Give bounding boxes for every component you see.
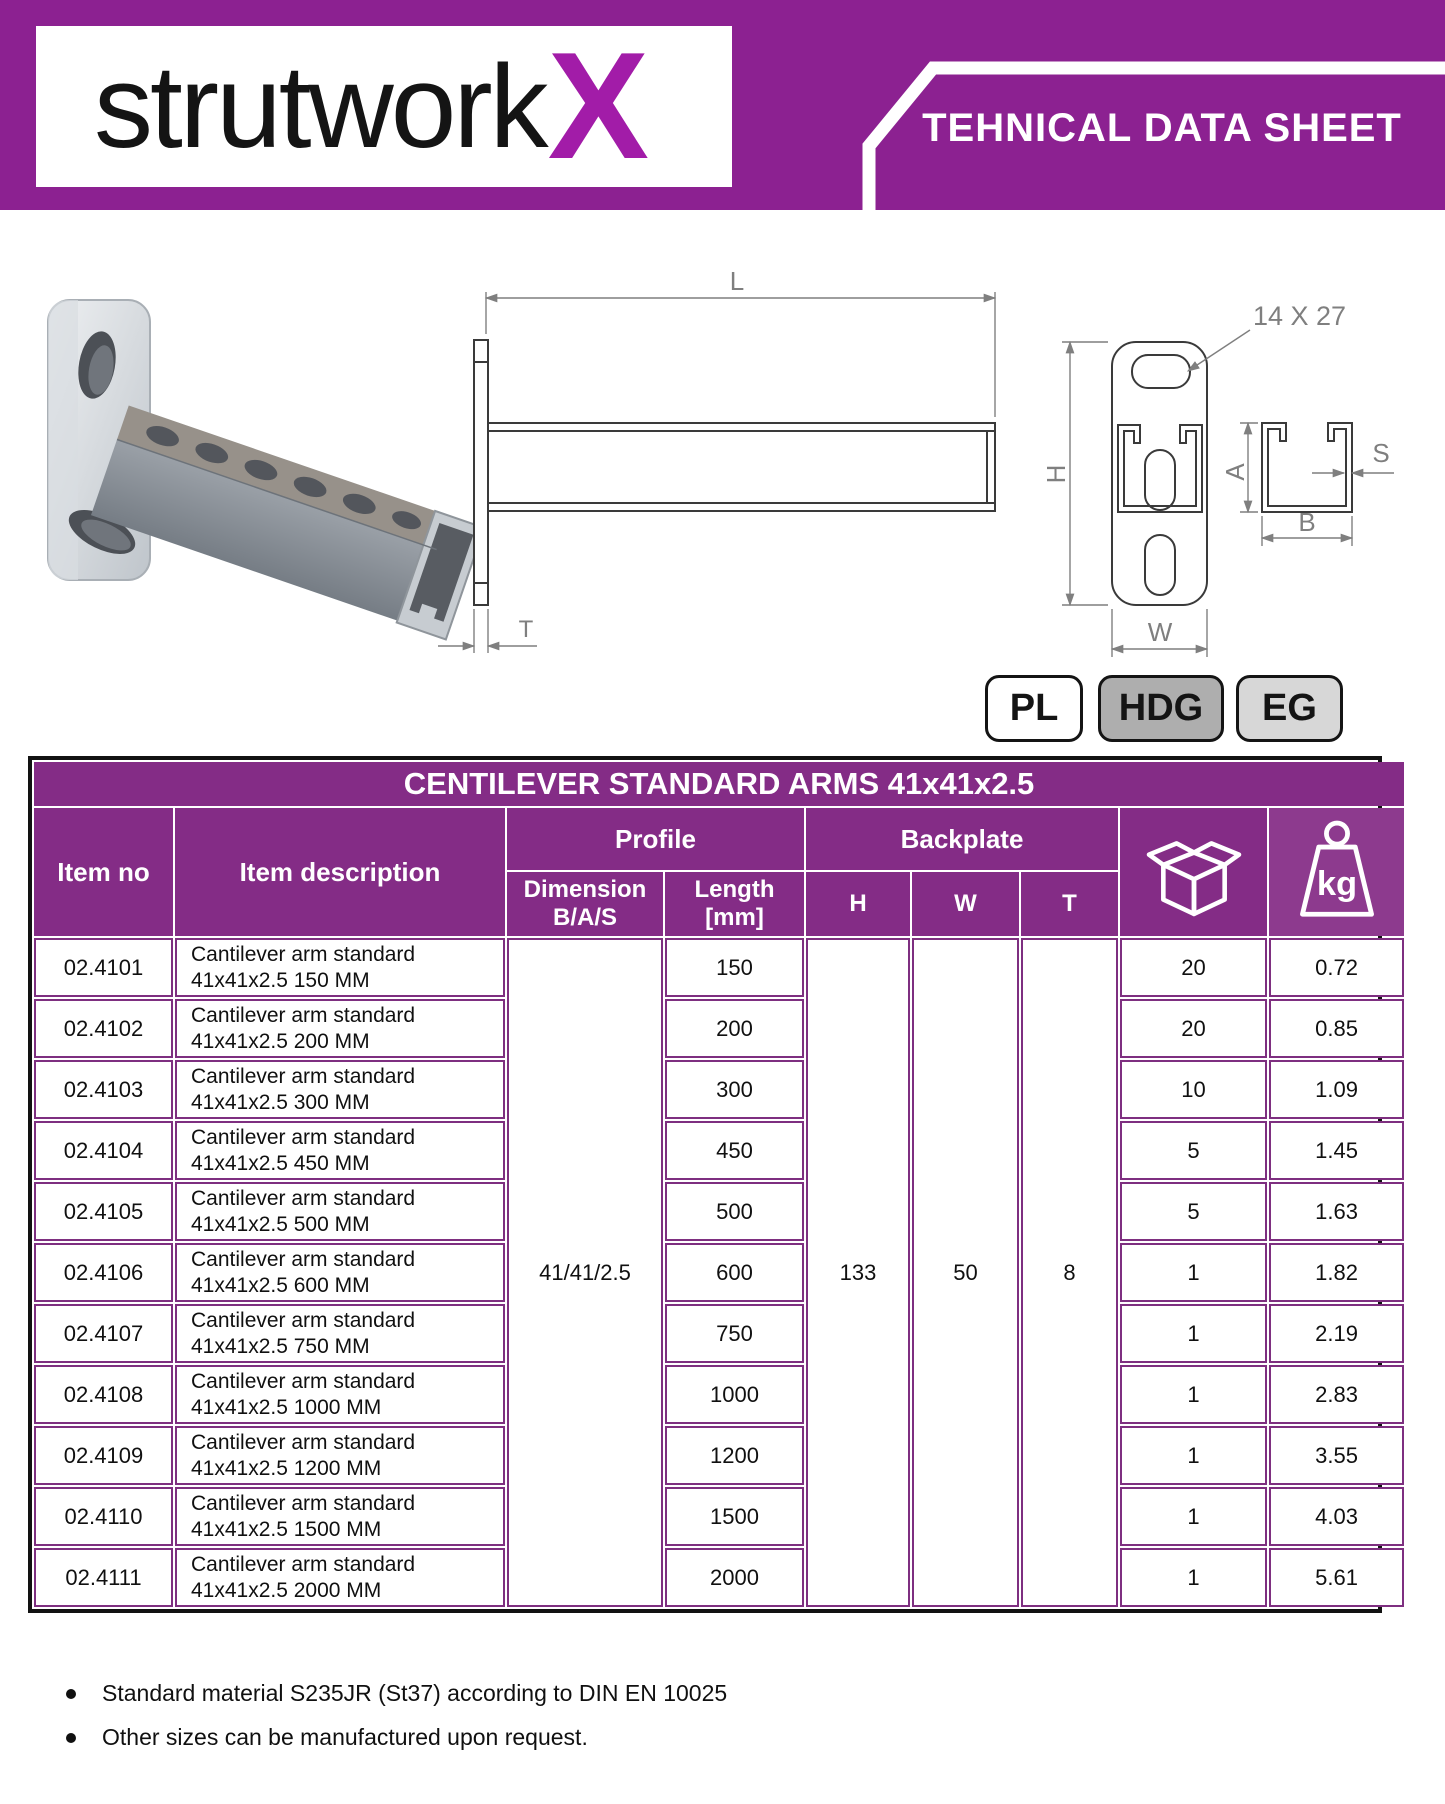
length-label-line1: Length	[694, 876, 775, 904]
weight-cell: 1.63	[1269, 1182, 1404, 1241]
weight-cell: 1.45	[1269, 1121, 1404, 1180]
kg-weight-icon	[1289, 818, 1385, 926]
backplate-h-merged-cell: 133	[806, 938, 910, 1607]
sheet-title: TEHNICAL DATA SHEET	[922, 106, 1402, 150]
note-text: Standard material S235JR (St37) according to DIN EN 10025	[102, 1680, 728, 1706]
table-title: CENTILEVER STANDARD ARMS 41x41x2.5	[34, 762, 1404, 806]
banner-tab-outline	[0, 0, 1445, 210]
pack-qty-cell: 5	[1120, 1182, 1267, 1241]
pack-qty-cell: 1	[1120, 1243, 1267, 1302]
col-header-weight	[1269, 808, 1404, 936]
table-row	[34, 1304, 1404, 1363]
item-description-cell: Cantilever arm standard 41x41x2.5 200 MM	[175, 999, 505, 1058]
length-cell: 1000	[665, 1365, 804, 1424]
item-description-cell: Cantilever arm standard 41x41x2.5 2000 MM	[175, 1548, 505, 1607]
item-no-cell: 02.4107	[34, 1304, 173, 1363]
table-row	[34, 1121, 1404, 1180]
length-cell: 200	[665, 999, 804, 1058]
svg-text:kg: kg	[1316, 865, 1357, 904]
dim-label-H: H	[1041, 464, 1071, 484]
table-row	[34, 1243, 1404, 1302]
slot-size-label: 14 X 27	[1253, 301, 1347, 331]
col-header-t: T	[1021, 872, 1118, 936]
note-material	[66, 1680, 1266, 1707]
item-description-cell: Cantilever arm standard 41x41x2.5 1500 MM	[175, 1487, 505, 1546]
dimension-label-line2: B/A/S	[552, 904, 617, 931]
product-3d-render	[48, 300, 484, 639]
col-header-item-no: Item no	[34, 808, 173, 936]
col-header-pack-qty	[1120, 808, 1267, 936]
dimension-merged-cell: 41/41/2.5	[507, 938, 663, 1607]
item-no-cell: 02.4103	[34, 1060, 173, 1119]
pack-qty-cell: 1	[1120, 1426, 1267, 1485]
item-no-cell: 02.4104	[34, 1121, 173, 1180]
pack-qty-cell: 1	[1120, 1548, 1267, 1607]
dimension-label-line1: Dimension	[523, 876, 647, 904]
item-description-cell: Cantilever arm standard 41x41x2.5 150 MM	[175, 938, 505, 997]
item-no-cell: 02.4106	[34, 1243, 173, 1302]
item-no-cell: 02.4105	[34, 1182, 173, 1241]
item-description-cell: Cantilever arm standard 41x41x2.5 1000 MM	[175, 1365, 505, 1424]
table-header-row-1	[34, 808, 1404, 870]
length-cell: 500	[665, 1182, 804, 1241]
weight-cell: 0.85	[1269, 999, 1404, 1058]
pack-qty-cell: 1	[1120, 1487, 1267, 1546]
table-row	[34, 1426, 1404, 1485]
pack-qty-cell: 1	[1120, 1304, 1267, 1363]
table-row	[34, 1548, 1404, 1607]
item-description-cell: Cantilever arm standard 41x41x2.5 450 MM	[175, 1121, 505, 1180]
dim-label-A: A	[1220, 463, 1250, 481]
col-header-backplate: Backplate	[806, 808, 1118, 870]
backplate-t-merged-cell: 8	[1021, 938, 1118, 1607]
logo-x: X	[547, 20, 650, 191]
pack-qty-cell: 10	[1120, 1060, 1267, 1119]
weight-cell: 0.72	[1269, 938, 1404, 997]
finish-badge-eg: EG	[1236, 675, 1343, 742]
length-cell: 1500	[665, 1487, 804, 1546]
length-cell: 600	[665, 1243, 804, 1302]
dim-label-T: T	[518, 616, 534, 643]
weight-cell: 1.82	[1269, 1243, 1404, 1302]
pack-qty-cell: 20	[1120, 999, 1267, 1058]
finish-badge-hdg: HDG	[1098, 675, 1224, 742]
front-view-drawing	[1112, 342, 1207, 605]
backplate-w-merged-cell: 50	[912, 938, 1019, 1607]
side-view-drawing	[474, 340, 995, 605]
product-table	[28, 756, 1382, 1613]
weight-cell: 5.61	[1269, 1548, 1404, 1607]
col-header-h: H	[806, 872, 910, 936]
length-cell: 750	[665, 1304, 804, 1363]
item-no-cell: 02.4101	[34, 938, 173, 997]
brand-banner	[0, 0, 1445, 210]
weight-cell: 4.03	[1269, 1487, 1404, 1546]
pack-qty-cell: 5	[1120, 1121, 1267, 1180]
dim-label-W: W	[1147, 617, 1173, 647]
length-label-line2: [mm]	[705, 904, 764, 931]
weight-cell: 1.09	[1269, 1060, 1404, 1119]
item-description-cell: Cantilever arm standard 41x41x2.5 300 MM	[175, 1060, 505, 1119]
note-text: Other sizes can be manufactured upon request.	[102, 1724, 588, 1750]
cross-section-drawing	[1262, 423, 1352, 512]
length-cell: 450	[665, 1121, 804, 1180]
table-row	[34, 938, 1404, 997]
length-cell: 150	[665, 938, 804, 997]
bullet-icon	[66, 1689, 76, 1699]
table-row	[34, 1182, 1404, 1241]
length-cell: 300	[665, 1060, 804, 1119]
weight-cell: 2.83	[1269, 1365, 1404, 1424]
col-header-item-description: Item description	[175, 808, 505, 936]
technical-drawings	[0, 210, 1445, 660]
note-other-sizes	[66, 1724, 1266, 1751]
item-no-cell: 02.4109	[34, 1426, 173, 1485]
dim-label-S: S	[1372, 438, 1390, 468]
pack-qty-cell: 1	[1120, 1365, 1267, 1424]
dim-label-B: B	[1298, 507, 1316, 537]
item-no-cell: 02.4102	[34, 999, 173, 1058]
bullet-icon	[66, 1733, 76, 1743]
length-cell: 2000	[665, 1548, 804, 1607]
item-no-cell: 02.4110	[34, 1487, 173, 1546]
pack-qty-cell: 20	[1120, 938, 1267, 997]
front-view-dimensions	[1062, 330, 1250, 657]
finish-badge-pl: PL	[985, 675, 1083, 742]
item-description-cell: Cantilever arm standard 41x41x2.5 600 MM	[175, 1243, 505, 1302]
weight-cell: 3.55	[1269, 1426, 1404, 1485]
col-header-profile: Profile	[507, 808, 804, 870]
table-row	[34, 1365, 1404, 1424]
table-row	[34, 1487, 1404, 1546]
weight-cell: 2.19	[1269, 1304, 1404, 1363]
table-row	[34, 999, 1404, 1058]
item-no-cell: 02.4111	[34, 1548, 173, 1607]
item-no-cell: 02.4108	[34, 1365, 173, 1424]
logo-text: strutwork	[94, 40, 546, 173]
col-header-w: W	[912, 872, 1019, 936]
item-description-cell: Cantilever arm standard 41x41x2.5 750 MM	[175, 1304, 505, 1363]
item-description-cell: Cantilever arm standard 41x41x2.5 1200 MM	[175, 1426, 505, 1485]
item-description-cell: Cantilever arm standard 41x41x2.5 500 MM	[175, 1182, 505, 1241]
table-title-row	[34, 762, 1404, 806]
col-header-length	[665, 872, 804, 936]
length-cell: 1200	[665, 1426, 804, 1485]
package-box-icon	[1142, 826, 1246, 918]
col-header-dimension	[507, 872, 663, 936]
dim-label-L: L	[729, 266, 745, 296]
table-row	[34, 1060, 1404, 1119]
